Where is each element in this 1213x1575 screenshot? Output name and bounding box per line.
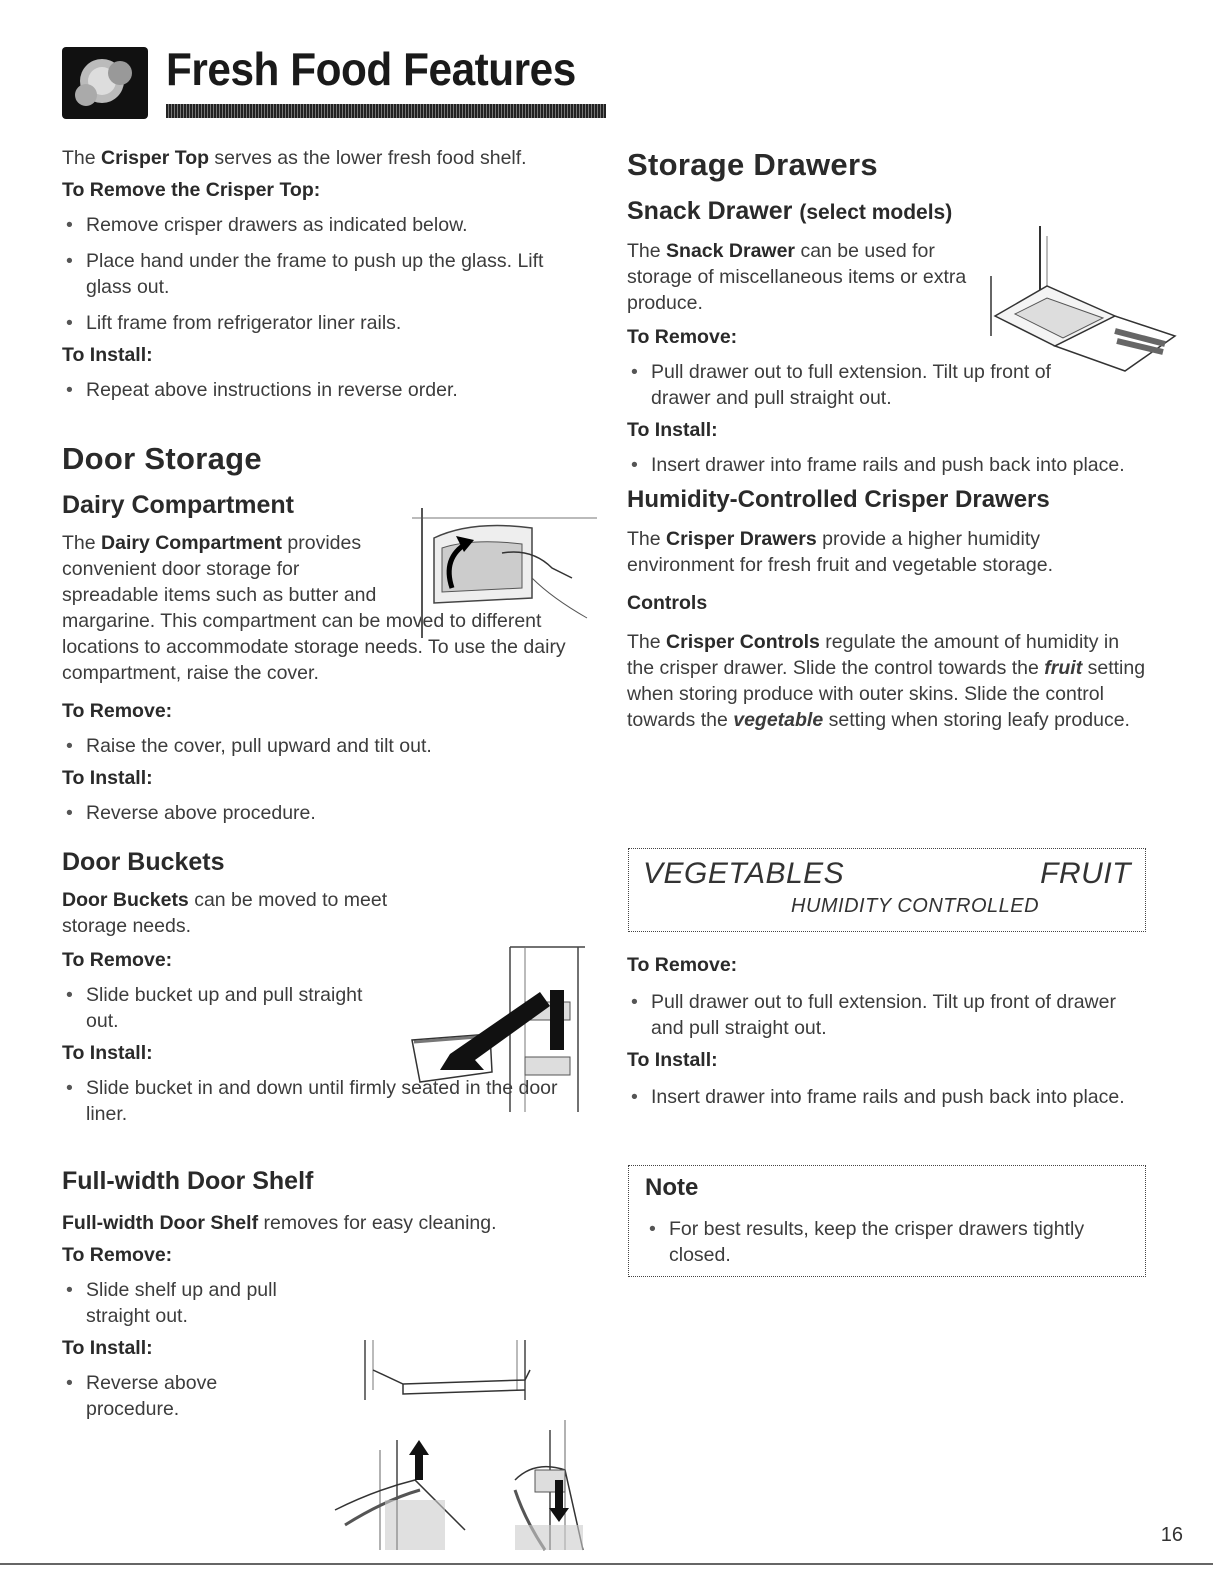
buckets-text: Door Buckets can be moved to meet storage needs. bbox=[62, 889, 388, 937]
dairy-install-heading: To Install: bbox=[62, 767, 153, 789]
humidity-control-diagram bbox=[628, 848, 1146, 932]
fruit-label: FRUIT bbox=[1040, 857, 1131, 890]
snack-install-step: • Insert drawer into frame rails and push back into place. bbox=[627, 452, 1131, 478]
page-title: Fresh Food Features bbox=[166, 43, 576, 95]
buckets-heading: Door Buckets bbox=[62, 848, 225, 876]
shelf-remove-step: • Slide shelf up and pull straight out. bbox=[62, 1277, 296, 1329]
crisper-heading: Humidity-Controlled Crisper Drawers bbox=[627, 486, 1050, 513]
crisper-remove-heading: To Remove: bbox=[627, 954, 738, 976]
snack-install-heading: To Install: bbox=[627, 419, 718, 441]
title-rule bbox=[166, 104, 606, 118]
note-text: • For best results, keep the crisper drawers tightly closed. bbox=[645, 1216, 1129, 1268]
crisper-text: The Crisper Drawers provide a higher humidity environment for fresh fruit and vegetable storage. bbox=[627, 528, 1053, 576]
buckets-remove-heading: To Remove: bbox=[62, 949, 173, 971]
snack-heading: Snack Drawer (select models) bbox=[627, 197, 953, 225]
dairy-text: The Dairy Compartment provides convenient door storage for spreadable items such as butter and margarine. This compartment can be moved to different locations to accommodate storage needs. To use the dairy compartment, raise the cover. bbox=[62, 532, 566, 684]
snack-text: The Snack Drawer can be used for storage of miscellaneous items or extra produce. bbox=[627, 240, 967, 314]
note-box bbox=[628, 1165, 1146, 1277]
crisper-top-install-step: • Repeat above instructions in reverse order. bbox=[62, 377, 592, 403]
crisper-top-install-heading: To Install: bbox=[62, 344, 153, 366]
door-bucket-illustration bbox=[400, 942, 585, 1117]
shelf-heading: Full-width Door Shelf bbox=[62, 1167, 314, 1195]
crisper-top-intro: The Crisper Top serves as the lower fresh food shelf. bbox=[62, 147, 527, 169]
produce-icon bbox=[62, 47, 148, 119]
shelf-install-heading: To Install: bbox=[62, 1337, 153, 1359]
page-number: 16 bbox=[1160, 1524, 1183, 1546]
buckets-install-step: • Slide bucket in and down until firmly seated in the door liner. bbox=[62, 1075, 566, 1127]
buckets-install-heading: To Install: bbox=[62, 1042, 153, 1064]
crisper-instructions bbox=[627, 954, 1147, 1110]
door-storage-heading: Door Storage bbox=[62, 441, 262, 476]
dairy-compartment-illustration bbox=[412, 508, 597, 638]
door-shelf-illustration bbox=[325, 1340, 585, 1550]
crisper-remove-step: • Pull drawer out to full extension. Tilt up front of drawer and pull straight out. bbox=[627, 989, 1121, 1041]
shelf-remove-heading: To Remove: bbox=[62, 1244, 173, 1266]
crisper-install-step: • Insert drawer into frame rails and push back into place. bbox=[627, 1084, 1131, 1110]
controls-text: The Crisper Controls regulate the amount of humidity in the crisper drawer. Slide the control towards the fruit setting when storing produce with outer skins. Slide the control towards the vegetable setting when storing leafy produce. bbox=[627, 631, 1146, 731]
snack-remove-heading: To Remove: bbox=[627, 326, 738, 348]
storage-drawers-heading: Storage Drawers bbox=[627, 147, 878, 182]
dairy-remove-step: • Raise the cover, pull upward and tilt out. bbox=[62, 733, 592, 759]
crisper-install-heading: To Install: bbox=[627, 1049, 718, 1071]
vegetables-label: VEGETABLES bbox=[643, 857, 845, 890]
left-column bbox=[62, 145, 592, 1422]
dairy-remove-heading: To Remove: bbox=[62, 700, 173, 722]
dairy-heading: Dairy Compartment bbox=[62, 491, 294, 519]
snack-remove-step: • Pull drawer out to full extension. Tilt up front of drawer and pull straight out. bbox=[627, 359, 1091, 411]
crisper-top-remove-step: • Remove crisper drawers as indicated below. bbox=[62, 212, 592, 238]
snack-drawer-illustration bbox=[985, 226, 1185, 376]
crisper-top-remove-step: • Place hand under the frame to push up the glass. Lift glass out. bbox=[62, 248, 592, 300]
footer-rule bbox=[0, 1563, 1213, 1565]
crisper-top-remove-step: • Lift frame from refrigerator liner rails. bbox=[62, 310, 592, 336]
controls-heading: Controls bbox=[627, 592, 708, 614]
note-heading: Note bbox=[645, 1174, 699, 1201]
dairy-install-step: • Reverse above procedure. bbox=[62, 800, 592, 826]
header-icon bbox=[62, 47, 148, 119]
buckets-remove-step: • Slide bucket up and pull straight out. bbox=[62, 982, 386, 1034]
humidity-controlled-label: HUMIDITY CONTROLLED bbox=[791, 895, 1040, 917]
crisper-top-remove-heading: To Remove the Crisper Top: bbox=[62, 179, 321, 201]
shelf-text: Full-width Door Shelf removes for easy cleaning. bbox=[62, 1212, 497, 1234]
shelf-install-step: • Reverse above procedure. bbox=[62, 1370, 226, 1422]
